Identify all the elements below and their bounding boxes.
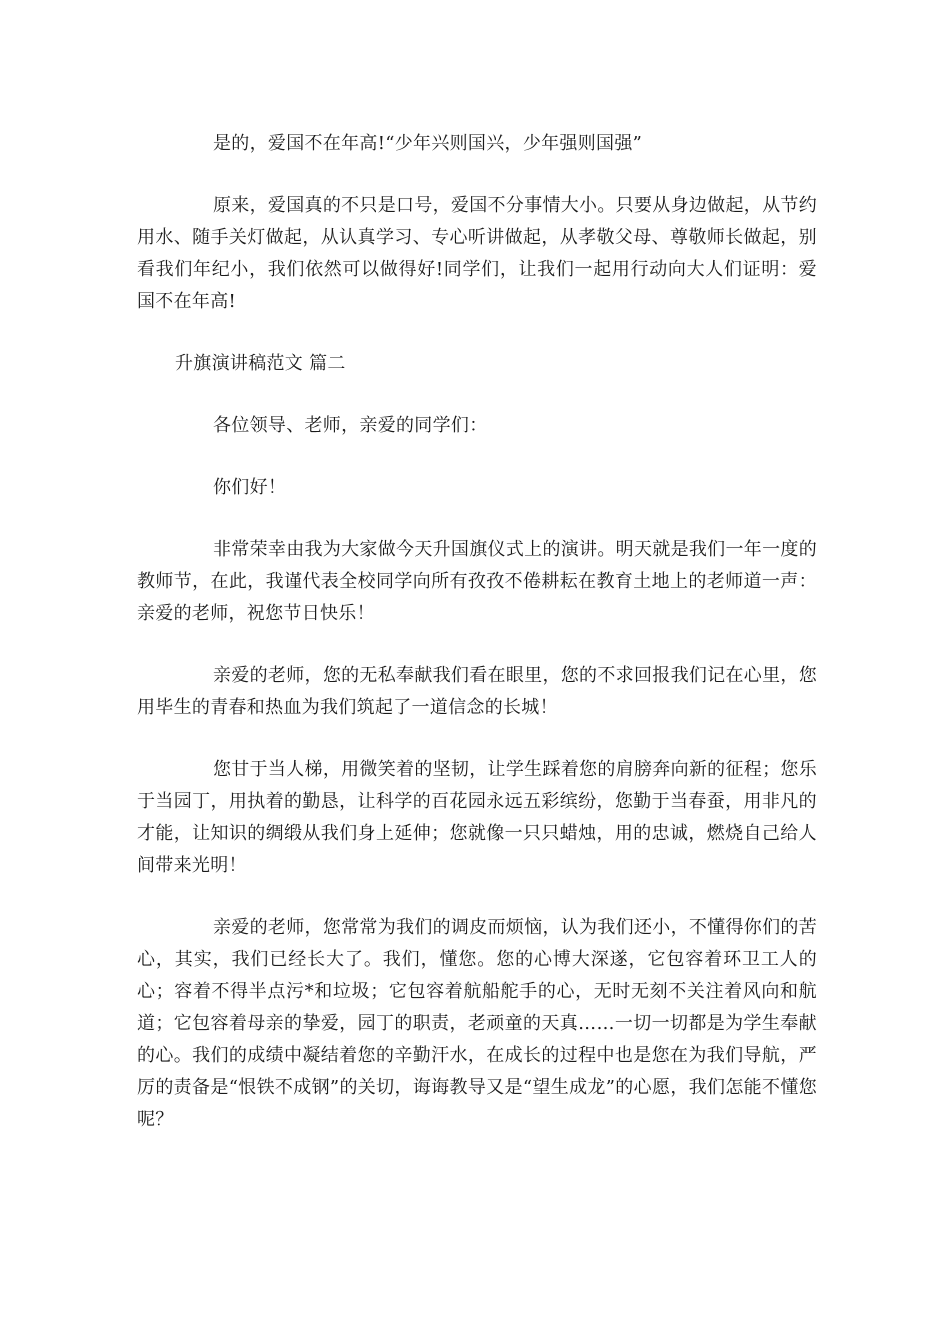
paragraph-gap <box>137 380 817 410</box>
paragraph-8: 您甘于当人梯，用微笑着的坚韧，让学生踩着您的肩膀奔向新的征程；您乐于当园丁，用执着的勤恳，让科学的百花园永远五彩缤纷，您勤于当春蚕，用非凡的才能，让知识的绸缎从我们身上延伸；您就像一只只蜡烛，用的忠诚，燃烧自己给人间带来光明！ <box>137 759 817 876</box>
paragraph-1: 是的，爱国不在年高!“少年兴则国兴，少年强则国强” <box>213 133 643 154</box>
paragraph-9: 亲爱的老师，您常常为我们的调皮而烦恼，认为我们还小，不懂得你们的苦心，其实，我们已经长大了。我们，懂您。您的心博大深遂，它包容着环卫工人的心；容着不得半点污*和垃圾；它包容着航船舵手的心，无时无刻不关注着风向和航道；它包容着母亲的挚爱，园丁的职责，老顽童的天真……一切一切都是为学生奉献的心。我们的成绩中凝结着您的辛勤汗水，在成长的过程中也是您在为我们导航，严厉的责备是“恨铁不成钢”的关切，诲诲教导又是“望生成龙”的心愿，我们怎能不懂您呢？ <box>137 917 817 1130</box>
paragraph-gap <box>137 318 817 348</box>
paragraph-7: 亲爱的老师，您的无私奉献我们看在眼里，您的不求回报我们记在心里，您用毕生的青春和热血为我们筑起了一道信念的长城！ <box>137 665 817 718</box>
section-heading: 升旗演讲稿范文 篇二 <box>175 353 346 374</box>
document-body <box>137 128 817 1136</box>
paragraph-gap <box>137 504 817 534</box>
paragraph-2: 原来，爱国真的不只是口号，爱国不分事情大小。只要从身边做起，从节约用水、随手关灯做起，从认真学习、专心听讲做起，从孝敬父母、尊敬师长做起，别看我们年纪小，我们依然可以做得好!同学们，让我们一起用行动向大人们证明：爱国不在年高! <box>137 195 817 312</box>
paragraph-6: 非常荣幸由我为大家做今天升国旗仪式上的演讲。明天就是我们一年一度的教师节，在此，我谨代表全校同学向所有孜孜不倦耕耘在教育土地上的老师道一声：亲爱的老师，祝您节日快乐！ <box>137 539 817 624</box>
paragraph-gap <box>137 630 817 660</box>
paragraph-gap <box>137 882 817 912</box>
paragraph-gap <box>137 160 817 190</box>
salutation: 各位领导、老师，亲爱的同学们： <box>213 415 488 436</box>
paragraph-gap <box>137 442 817 472</box>
paragraph-gap <box>137 724 817 754</box>
greeting: 你们好！ <box>213 477 287 498</box>
